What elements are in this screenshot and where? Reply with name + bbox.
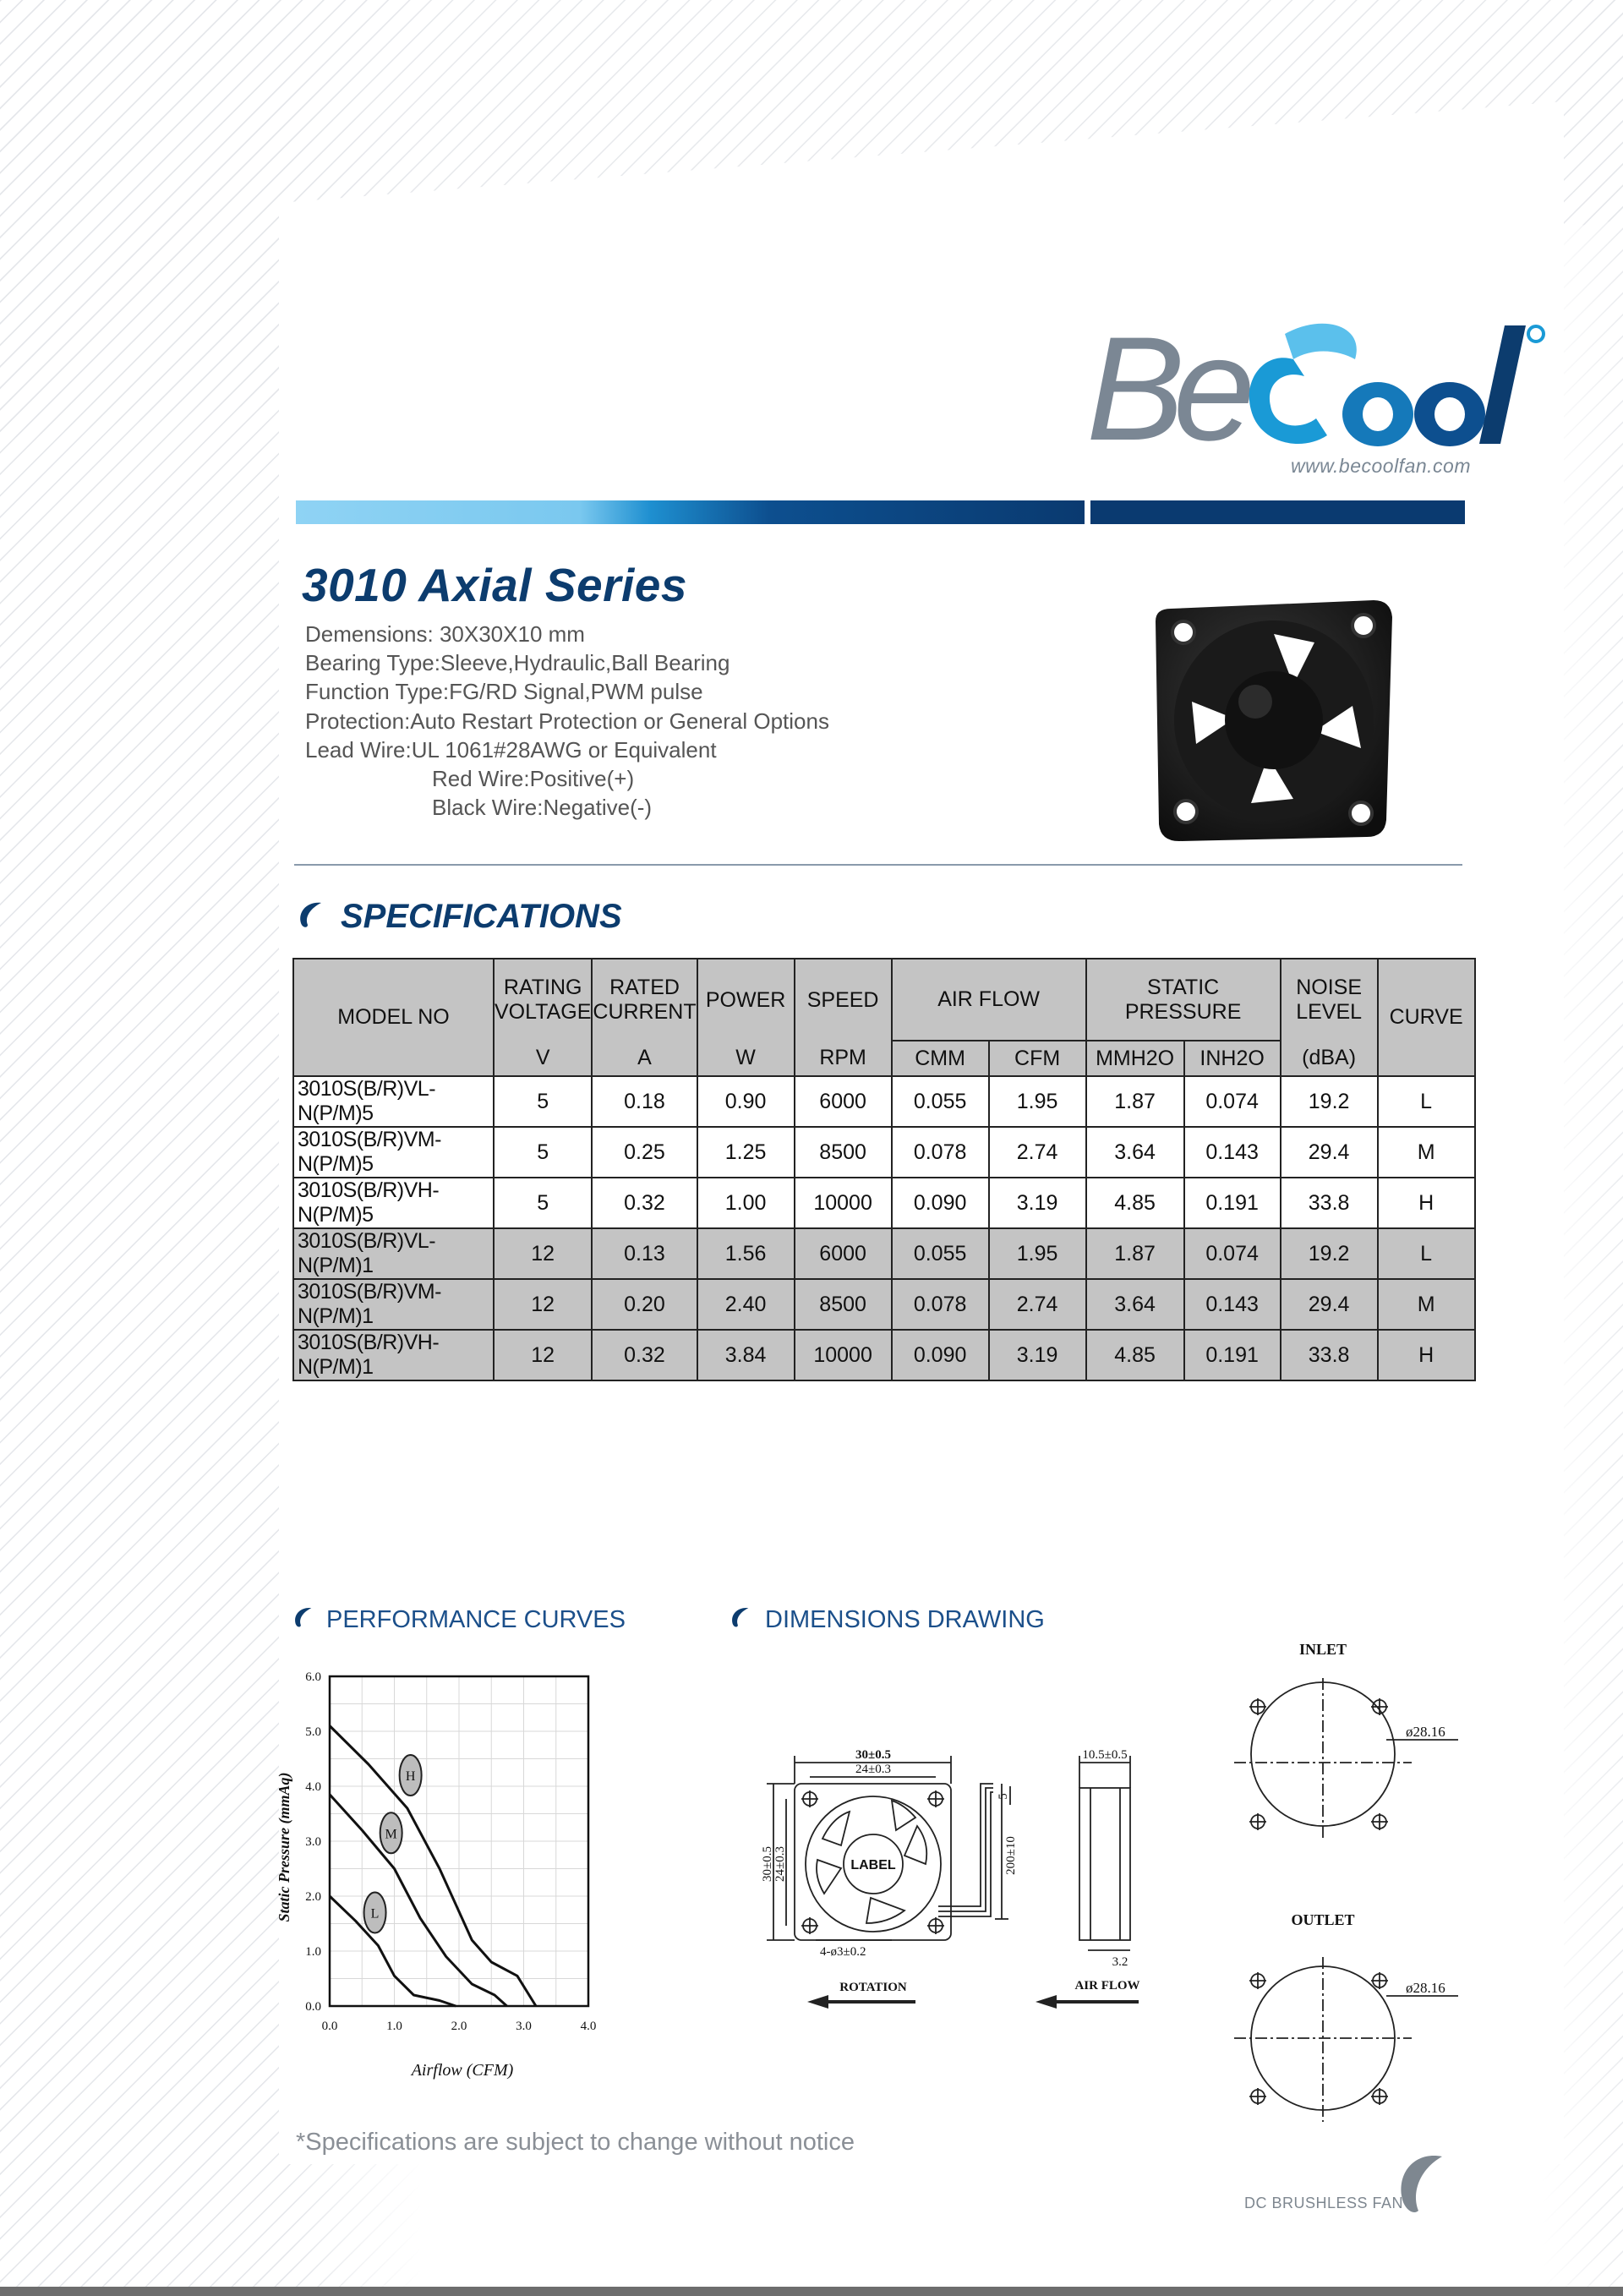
table-cell: L [1378,1076,1475,1127]
series-title: 3010 Axial Series [302,559,687,611]
table-cell: M [1378,1279,1475,1330]
becool-logo [1086,309,1551,461]
bottom-bar [0,2287,1623,2296]
table-row [293,1127,1475,1178]
table-cell: 0.074 [1184,1228,1281,1279]
header-bar [296,500,1465,524]
table-cell: 29.4 [1281,1279,1378,1330]
fan-product-image [1145,583,1399,845]
y-tick-label: 5.0 [305,1725,321,1739]
table-cell: 0.18 [592,1076,697,1127]
red-wire-text: Red Wire:Positive(+) [432,766,635,791]
table-cell: 0.90 [697,1076,795,1127]
table-row [293,1076,1475,1127]
unit-cell: CFM [989,1041,1086,1076]
performance-chart [270,1661,617,2101]
table-cell: 0.25 [592,1127,697,1178]
y-tick-label: 4.0 [305,1780,321,1794]
table-cell: 0.055 [892,1228,989,1279]
table-cell: 5 [494,1076,592,1127]
rotation-arrow-icon [807,1995,828,2009]
disclaimer-text: *Specifications are subject to change without notice [296,2129,855,2156]
table-cell: 33.8 [1281,1178,1378,1228]
airflow-label: AIR FLOW [1074,1979,1140,1993]
table-cell: 0.20 [592,1279,697,1330]
table-row [293,1330,1475,1380]
header-pressure: STATIC PRESSURE [1086,959,1281,1041]
unit-cell: RPM [795,1041,892,1076]
table-cell: 33.8 [1281,1330,1378,1380]
table-cell: 3.64 [1086,1127,1184,1178]
x-tick-label: 4.0 [580,2020,597,2033]
table-cell: 3010S(B/R)VH-N(P/M)1 [293,1330,494,1380]
table-cell: 1.25 [697,1127,795,1178]
table-cell: 12 [494,1228,592,1279]
table-cell: 0.191 [1184,1330,1281,1380]
series-line-H [330,1726,536,2007]
header-model: MODEL NO [293,959,494,1076]
dim-holes: 4-ø3±0.2 [820,1945,866,1959]
footer-swirl-icon [1395,2151,1445,2216]
y-tick-label: 3.0 [305,1835,321,1849]
table-cell: 3.64 [1086,1279,1184,1330]
protection-text: Protection:Auto Restart Protection or General Options [305,708,829,734]
table-cell: 1.56 [697,1228,795,1279]
header-speed: SPEED [795,959,892,1041]
table-cell: 12 [494,1330,592,1380]
black-wire-text: Black Wire:Negative(-) [432,795,653,820]
table-cell: 1.95 [989,1076,1086,1127]
table-cell: 0.32 [592,1178,697,1228]
chart-xlabel: Airflow (CFM) [411,2061,514,2080]
dim-height: 30±0.5 [761,1846,774,1882]
table-cell: 0.32 [592,1330,697,1380]
table-cell: 0.090 [892,1330,989,1380]
table-cell: 2.74 [989,1279,1086,1330]
table-cell: 0.143 [1184,1127,1281,1178]
table-cell: 1.00 [697,1178,795,1228]
label-text: LABEL [850,1858,896,1872]
table-cell: 2.74 [989,1127,1086,1178]
rotation-label: ROTATION [839,1981,907,1994]
dim-inner-height: 24±0.3 [773,1846,787,1882]
y-tick-label: 2.0 [305,1890,321,1904]
x-tick-label: 3.0 [516,2020,532,2033]
dim-side: 3.2 [1112,1955,1128,1969]
brand-url[interactable]: www.becoolfan.com [1290,455,1471,477]
x-tick-label: 0.0 [321,2020,338,2033]
table-cell: 0.078 [892,1279,989,1330]
function-text: Function Type:FG/RD Signal,PWM pulse [305,679,703,704]
dimensions-drawing [723,1686,1162,2025]
footer-category: DC BRUSHLESS FAN [1244,2195,1404,2211]
inlet-label: INLET [1298,1641,1347,1658]
section-swirl-icon [729,1604,752,1630]
table-cell: 10000 [795,1330,892,1380]
x-tick-label: 1.0 [386,2020,402,2033]
table-cell: H [1378,1178,1475,1228]
table-cell: 3.19 [989,1178,1086,1228]
table-cell: 19.2 [1281,1228,1378,1279]
performance-heading: PERFORMANCE CURVES [326,1606,626,1633]
section-swirl-icon [292,1604,315,1630]
unit-cell: (dBA) [1281,1041,1378,1076]
y-tick-label: 6.0 [305,1670,321,1684]
table-cell: 3010S(B/R)VM-N(P/M)5 [293,1127,494,1178]
unit-cell: V [494,1041,592,1076]
dim-wire-length: 200±10 [1004,1836,1018,1875]
table-cell: 29.4 [1281,1127,1378,1178]
header-airflow: AIR FLOW [892,959,1086,1041]
section-swirl-icon [296,899,326,930]
table-row [293,1178,1475,1228]
table-cell: 3010S(B/R)VM-N(P/M)1 [293,1279,494,1330]
dim-thickness: 10.5±0.5 [1082,1748,1128,1762]
table-cell: 10000 [795,1178,892,1228]
table-cell: 19.2 [1281,1076,1378,1127]
unit-cell: MMH2O [1086,1041,1184,1076]
table-cell: 0.13 [592,1228,697,1279]
x-tick-label: 2.0 [451,2020,467,2033]
header-curve: CURVE [1378,959,1475,1076]
specifications-table [292,958,1476,1381]
unit-cell: CMM [892,1041,989,1076]
front-view [767,1756,1010,2002]
lead-wire-text: Lead Wire:UL 1061#28AWG or Equivalent [305,737,717,763]
table-row [293,1228,1475,1279]
table-cell: 12 [494,1279,592,1330]
series-label-H: H [405,1769,416,1784]
inlet-outlet-drawing [1200,1627,1479,2126]
dimensions-heading: DIMENSIONS DRAWING [765,1606,1045,1633]
table-cell: 4.85 [1086,1330,1184,1380]
y-tick-label: 1.0 [305,1945,321,1959]
table-cell: 4.85 [1086,1178,1184,1228]
unit-cell: W [697,1041,795,1076]
section-divider [294,864,1462,866]
dimensions-text: Demensions: 30X30X10 mm [305,621,585,647]
table-cell: 6000 [795,1228,892,1279]
outlet-diameter: ø28.16 [1406,1980,1445,1996]
table-cell: 3010S(B/R)VH-N(P/M)5 [293,1178,494,1228]
unit-cell: INH2O [1184,1041,1281,1076]
specifications-heading: SPECIFICATIONS [341,898,622,935]
header-power: POWER [697,959,795,1041]
table-cell: M [1378,1127,1475,1178]
header-current: RATED CURRENT [592,959,697,1041]
table-row [293,1279,1475,1330]
table-cell: 0.191 [1184,1178,1281,1228]
table-cell: 0.090 [892,1178,989,1228]
table-cell: 3010S(B/R)VL-N(P/M)5 [293,1076,494,1127]
table-cell: 0.143 [1184,1279,1281,1330]
table-cell: 3.19 [989,1330,1086,1380]
series-label-M: M [385,1827,397,1842]
dim-width: 30±0.5 [855,1748,891,1762]
table-cell: 1.87 [1086,1076,1184,1127]
svg-text:Be: Be [1086,309,1244,461]
y-tick-label: 0.0 [305,2000,321,2014]
table-cell: 1.95 [989,1228,1086,1279]
table-cell: 0.078 [892,1127,989,1178]
outlet-label: OUTLET [1291,1911,1355,1928]
inlet-diameter: ø28.16 [1406,1724,1445,1740]
series-label-L: L [370,1906,380,1922]
table-cell: 8500 [795,1127,892,1178]
dim-wire-strip: 5 [997,1793,1010,1800]
table-cell: 3.84 [697,1330,795,1380]
unit-cell: A [592,1041,697,1076]
header-noise: NOISE LEVEL [1281,959,1378,1041]
table-cell: 1.87 [1086,1228,1184,1279]
airflow-arrow-icon [1036,1995,1057,2009]
table-cell: 5 [494,1178,592,1228]
header-voltage: RATING VOLTAGE [494,959,592,1041]
table-cell: 5 [494,1127,592,1178]
table-cell: 0.074 [1184,1076,1281,1127]
inlet-view [1234,1678,1458,1839]
chart-ylabel: Static Pressure (mmAq) [276,1772,292,1922]
table-cell: H [1378,1330,1475,1380]
table-cell: 3010S(B/R)VL-N(P/M)1 [293,1228,494,1279]
table-cell: 8500 [795,1279,892,1330]
table-cell: 2.40 [697,1279,795,1330]
table-cell: 6000 [795,1076,892,1127]
table-cell: 0.055 [892,1076,989,1127]
table-cell: L [1378,1228,1475,1279]
dim-inner-width: 24±0.3 [855,1763,891,1776]
bearing-text: Bearing Type:Sleeve,Hydraulic,Ball Bearing [305,650,730,675]
